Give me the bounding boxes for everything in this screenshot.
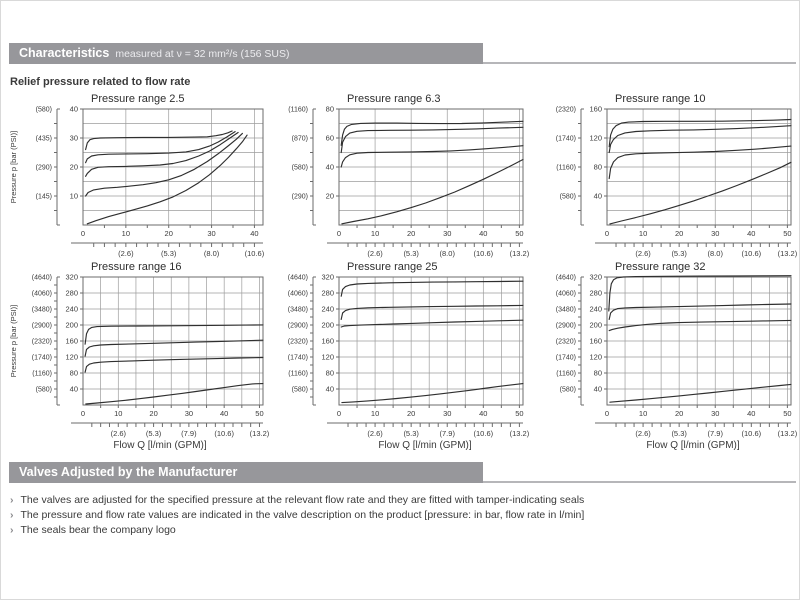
curve [86,131,233,150]
y-axis-title: Pressure p [bar (PSI)] [9,304,18,378]
chart-title: Pressure range 2.5 [91,93,185,105]
curve [609,146,791,179]
svg-text:(1160): (1160) [556,164,576,172]
gpm-axis [71,423,269,438]
chart-svg [7,260,269,440]
svg-text:(2.6): (2.6) [367,429,383,438]
svg-text:120: 120 [589,352,602,362]
curve [341,320,523,327]
characteristics-title: Characteristics [19,46,110,60]
pressure-curves [341,281,523,402]
bullet-text: The seals bear the company logo [20,524,176,536]
svg-text:0: 0 [604,229,610,238]
gpm-axis [595,423,797,438]
svg-text:160: 160 [65,336,78,346]
svg-text:200: 200 [65,320,78,330]
svg-text:0: 0 [604,409,610,418]
curve [341,281,523,296]
svg-text:(4640): (4640) [555,274,576,282]
svg-text:320: 320 [589,272,602,282]
chart-pressure-range-25 [277,260,529,454]
gpm-axis [595,243,797,258]
chart-title: Pressure range 32 [615,261,706,273]
curve [342,384,523,403]
pressure-curves [85,325,263,404]
pressure-curves [341,121,523,224]
svg-text:240: 240 [589,304,602,314]
svg-text:(5.3): (5.3) [145,429,162,438]
svg-text:(10.6): (10.6) [741,249,762,258]
svg-text:(1160): (1160) [288,370,308,378]
svg-text:10: 10 [638,229,648,238]
svg-text:(5.3): (5.3) [161,249,177,258]
svg-text:50: 50 [515,229,524,238]
svg-text:60: 60 [325,133,334,143]
svg-text:(7.9): (7.9) [707,429,723,438]
psi-axis [288,275,316,405]
bullet-list [10,493,799,538]
valves-banner-row [9,462,796,483]
axis-ticks [604,109,787,228]
svg-text:280: 280 [321,288,334,298]
curve [85,340,263,356]
svg-text:(2.6): (2.6) [367,249,383,258]
curve [609,304,791,319]
curve [610,384,791,402]
bullet-text: The valves are adjusted for the specified pressure at the relevant flow rate and they are fitted with tamper-indicating seals [20,494,585,506]
svg-text:0: 0 [336,229,342,238]
svg-text:(2900): (2900) [31,322,52,330]
svg-text:(10.6): (10.6) [214,429,234,438]
svg-text:30: 30 [711,409,720,418]
valves-title: Valves Adjusted by the Manufacturer [19,465,238,479]
axis-ticks [336,277,519,408]
svg-text:(580): (580) [291,386,308,394]
svg-text:40: 40 [325,384,334,394]
y-tick-labels [326,105,334,201]
svg-text:(2.6): (2.6) [118,249,134,258]
svg-text:30: 30 [443,409,452,418]
svg-text:10: 10 [69,191,78,201]
svg-text:(3480): (3480) [287,306,308,314]
svg-text:50: 50 [515,409,524,418]
svg-text:30: 30 [69,133,78,143]
svg-text:20: 20 [164,229,173,238]
svg-text:(3480): (3480) [555,306,576,314]
svg-text:80: 80 [69,368,78,378]
svg-text:40: 40 [479,229,488,238]
svg-text:40: 40 [69,384,78,394]
svg-text:20: 20 [149,409,158,418]
svg-text:(580): (580) [35,386,52,394]
psi-axis [32,275,60,405]
svg-text:(1160): (1160) [556,370,576,378]
chart-svg [545,260,797,440]
svg-text:(2320): (2320) [555,338,576,346]
svg-text:(2900): (2900) [287,322,308,330]
chart-svg [545,92,797,260]
svg-text:280: 280 [589,288,602,298]
characteristics-condition: measured at ν = 32 mm²/s (156 SUS) [115,48,290,60]
svg-text:(870): (870) [291,135,308,143]
y-tick-labels [65,273,78,394]
svg-text:30: 30 [207,229,216,238]
grid-lines [339,277,523,405]
svg-text:0: 0 [336,409,342,418]
x-tick-labels [605,229,792,238]
axis-ticks [604,277,787,408]
svg-text:(580): (580) [291,164,308,172]
characteristics-banner [9,43,483,64]
svg-text:(13.2): (13.2) [777,249,797,258]
chart-pressure-range-32 [545,260,797,454]
pressure-curves [86,131,248,224]
x-tick-labels [81,409,264,418]
gpm-axis [327,423,529,438]
relief-pressure-subheading: Relief pressure related to flow rate [10,76,191,88]
svg-text:(10.6): (10.6) [741,429,762,438]
svg-text:(1160): (1160) [32,370,52,378]
svg-text:(145): (145) [35,193,52,201]
gpm-axis [327,243,529,258]
curve [85,358,263,373]
gpm-axis [71,243,265,258]
x-axis-title: Flow Q [l/min (GPM)] [378,440,472,451]
svg-text:(7.9): (7.9) [439,429,455,438]
svg-text:30: 30 [184,409,194,418]
svg-text:40: 40 [593,191,602,201]
svg-text:(4640): (4640) [287,274,308,282]
svg-text:(1740): (1740) [555,135,576,143]
svg-text:10: 10 [114,409,123,418]
chart-title: Pressure range 10 [615,93,706,105]
svg-text:80: 80 [325,368,334,378]
svg-text:240: 240 [321,304,334,314]
svg-text:(4060): (4060) [555,290,576,298]
chart-svg [7,92,269,260]
svg-text:(13.2): (13.2) [249,429,269,438]
svg-text:(1160): (1160) [288,106,308,114]
svg-text:(2.6): (2.6) [635,249,651,258]
characteristics-banner-row [9,43,796,64]
svg-text:(290): (290) [35,164,52,172]
svg-text:10: 10 [638,409,648,418]
svg-text:240: 240 [65,304,78,314]
svg-text:30: 30 [711,229,720,238]
svg-text:160: 160 [321,336,334,346]
svg-text:(435): (435) [35,135,52,143]
chart-pressure-range-6-3 [277,92,529,260]
svg-text:(13.2): (13.2) [509,249,529,258]
svg-text:(5.3): (5.3) [671,249,687,258]
bullet-item [10,508,799,523]
svg-text:40: 40 [250,229,259,238]
x-axis-title: Flow Q [l/min (GPM)] [646,440,740,451]
bullet-chevron-icon: › [10,509,14,521]
svg-text:(1740): (1740) [287,354,308,362]
svg-text:80: 80 [325,104,334,114]
curve [86,384,263,404]
svg-text:(8.0): (8.0) [439,249,455,258]
svg-text:20: 20 [325,191,334,201]
chart-title: Pressure range 25 [347,261,438,273]
psi-axis [288,107,316,225]
curve [609,320,791,330]
chart-title: Pressure range 6.3 [347,93,441,105]
curve [610,162,791,224]
svg-text:(2320): (2320) [31,338,52,346]
svg-text:120: 120 [589,133,602,143]
svg-text:10: 10 [121,229,131,238]
bullet-text: The pressure and flow rate values are indicated in the valve description on the product [pressure: in bar, flow rate in l/min] [20,509,585,521]
svg-text:(1740): (1740) [31,354,52,362]
chart-pressure-range-16 [7,260,269,454]
svg-text:10: 10 [370,229,380,238]
chart-pressure-range-10 [545,92,797,260]
svg-text:40: 40 [479,409,488,418]
svg-text:120: 120 [321,352,334,362]
grid-lines [607,277,791,405]
svg-text:(4060): (4060) [31,290,52,298]
x-tick-labels [81,229,259,238]
axis-ticks [80,109,254,228]
pressure-curves [609,276,791,403]
svg-text:20: 20 [69,162,78,172]
svg-text:(13.2): (13.2) [509,429,529,438]
svg-text:20: 20 [406,409,416,418]
svg-text:160: 160 [589,104,602,114]
x-tick-labels [337,409,524,418]
svg-text:0: 0 [80,409,86,418]
svg-text:(4060): (4060) [287,290,308,298]
svg-text:(2900): (2900) [555,322,576,330]
bullet-item [10,493,799,508]
valves-banner [9,462,483,483]
svg-text:(2.6): (2.6) [635,429,651,438]
svg-text:(580): (580) [559,386,576,394]
svg-text:40: 40 [593,384,602,394]
grid-lines [607,109,791,225]
svg-text:(13.2): (13.2) [777,429,797,438]
svg-text:(580): (580) [35,106,52,114]
svg-text:20: 20 [674,409,684,418]
svg-text:40: 40 [747,409,756,418]
x-tick-labels [605,409,792,418]
curve [341,127,523,152]
curve [342,160,523,224]
svg-text:(5.3): (5.3) [671,429,687,438]
chart-pressure-range-2-5 [7,92,269,260]
svg-text:0: 0 [80,229,86,238]
svg-text:(5.3): (5.3) [403,249,419,258]
grid-lines [339,109,523,225]
charts-grid [1,92,799,454]
svg-text:(10.6): (10.6) [473,429,494,438]
curve [341,121,523,145]
svg-text:(2320): (2320) [287,338,308,346]
y-tick-labels [589,273,602,394]
svg-text:20: 20 [674,229,684,238]
svg-text:(2320): (2320) [555,106,576,114]
svg-text:50: 50 [783,229,792,238]
y-tick-labels [589,105,602,201]
svg-text:50: 50 [255,409,264,418]
axis-ticks [336,109,519,228]
svg-text:80: 80 [593,368,602,378]
x-tick-labels [337,229,524,238]
svg-text:10: 10 [370,409,380,418]
svg-text:200: 200 [321,320,334,330]
svg-text:40: 40 [747,229,756,238]
bullet-chevron-icon: › [10,524,14,536]
svg-text:(580): (580) [559,193,576,201]
svg-text:(4640): (4640) [31,274,52,282]
y-tick-labels [321,273,334,394]
svg-text:40: 40 [220,409,229,418]
svg-text:(290): (290) [291,193,308,201]
svg-text:(1740): (1740) [555,354,576,362]
svg-text:120: 120 [65,352,78,362]
svg-text:320: 320 [65,272,78,282]
svg-text:50: 50 [783,409,792,418]
svg-text:320: 320 [321,272,334,282]
svg-text:40: 40 [325,162,334,172]
svg-text:(7.9): (7.9) [181,429,197,438]
svg-text:20: 20 [406,229,416,238]
svg-text:(2.6): (2.6) [110,429,127,438]
svg-text:(3480): (3480) [31,306,52,314]
svg-text:40: 40 [69,104,78,114]
psi-axis [556,107,584,225]
svg-text:160: 160 [589,336,602,346]
x-axis-title: Flow Q [l/min (GPM)] [113,440,207,451]
psi-axis [36,107,60,225]
bullet-item [10,523,799,538]
svg-text:(10.6): (10.6) [473,249,494,258]
chart-title: Pressure range 16 [91,261,182,273]
bullet-chevron-icon: › [10,494,14,506]
svg-text:200: 200 [589,320,602,330]
svg-text:(8.0): (8.0) [203,249,220,258]
svg-text:(5.3): (5.3) [403,429,419,438]
curve [341,146,523,167]
svg-text:(10.6): (10.6) [244,249,265,258]
chart-svg [277,92,529,260]
curve [341,305,523,319]
psi-axis [556,275,584,405]
svg-text:(8.0): (8.0) [707,249,723,258]
chart-svg [277,260,529,440]
pressure-curves [609,120,791,224]
svg-text:80: 80 [593,162,602,172]
svg-text:280: 280 [65,288,78,298]
y-tick-labels [70,105,78,201]
y-axis-title: Pressure p [bar (PSI)] [9,130,18,204]
svg-text:30: 30 [443,229,452,238]
